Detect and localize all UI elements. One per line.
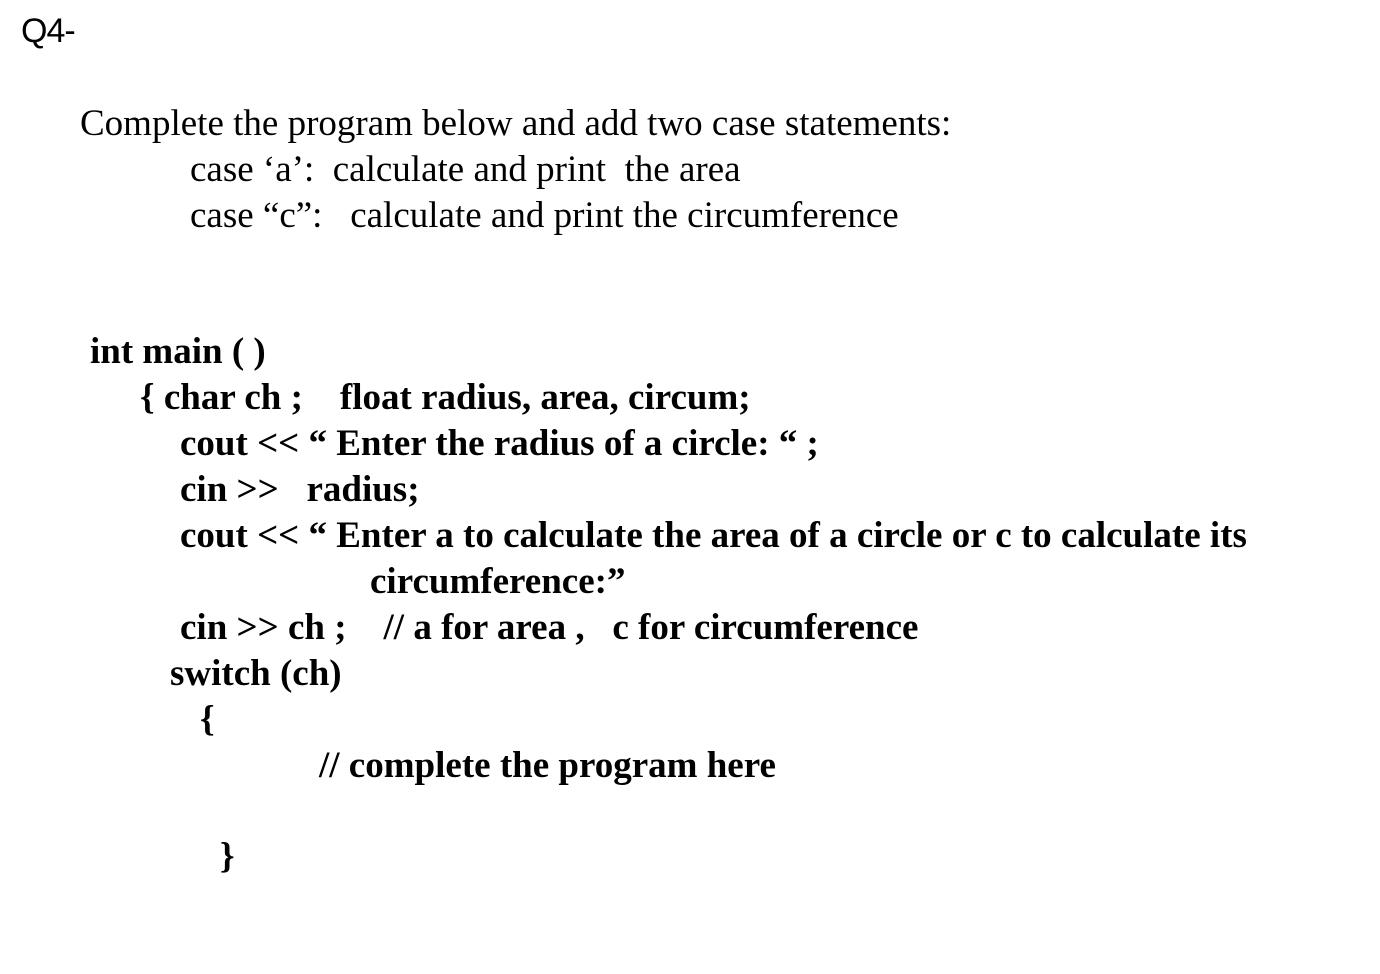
code-line-comment: // complete the program here (319, 745, 776, 786)
code-line-close-brace: } (220, 836, 235, 877)
code-line-switch: switch (ch) (170, 653, 342, 694)
code-line-cout-choice: cout << “ Enter a to calculate the area of a circle or c to calculate its (180, 515, 1247, 556)
code-line-cin-choice: cin >> ch ; // a for area , c for circumference (180, 607, 919, 648)
code-line-declarations: { char ch ; float radius, area, circum; (140, 377, 751, 418)
instruction-case-a: case ‘a’: calculate and print the area (190, 149, 741, 190)
instruction-case-c: case “c”: calculate and print the circumference (190, 195, 899, 236)
code-line-cout-radius: cout << “ Enter the radius of a circle: “ ; (180, 423, 819, 464)
code-line-open-brace: { (200, 699, 215, 740)
code-line-cin-radius: cin >> radius; (180, 469, 420, 510)
code-line-main: int main ( ) (90, 331, 266, 372)
question-number: Q4- (21, 12, 75, 50)
instructions-intro: Complete the program below and add two case statements: (80, 103, 952, 144)
code-line-cout-choice-continued: circumference:” (370, 561, 626, 602)
